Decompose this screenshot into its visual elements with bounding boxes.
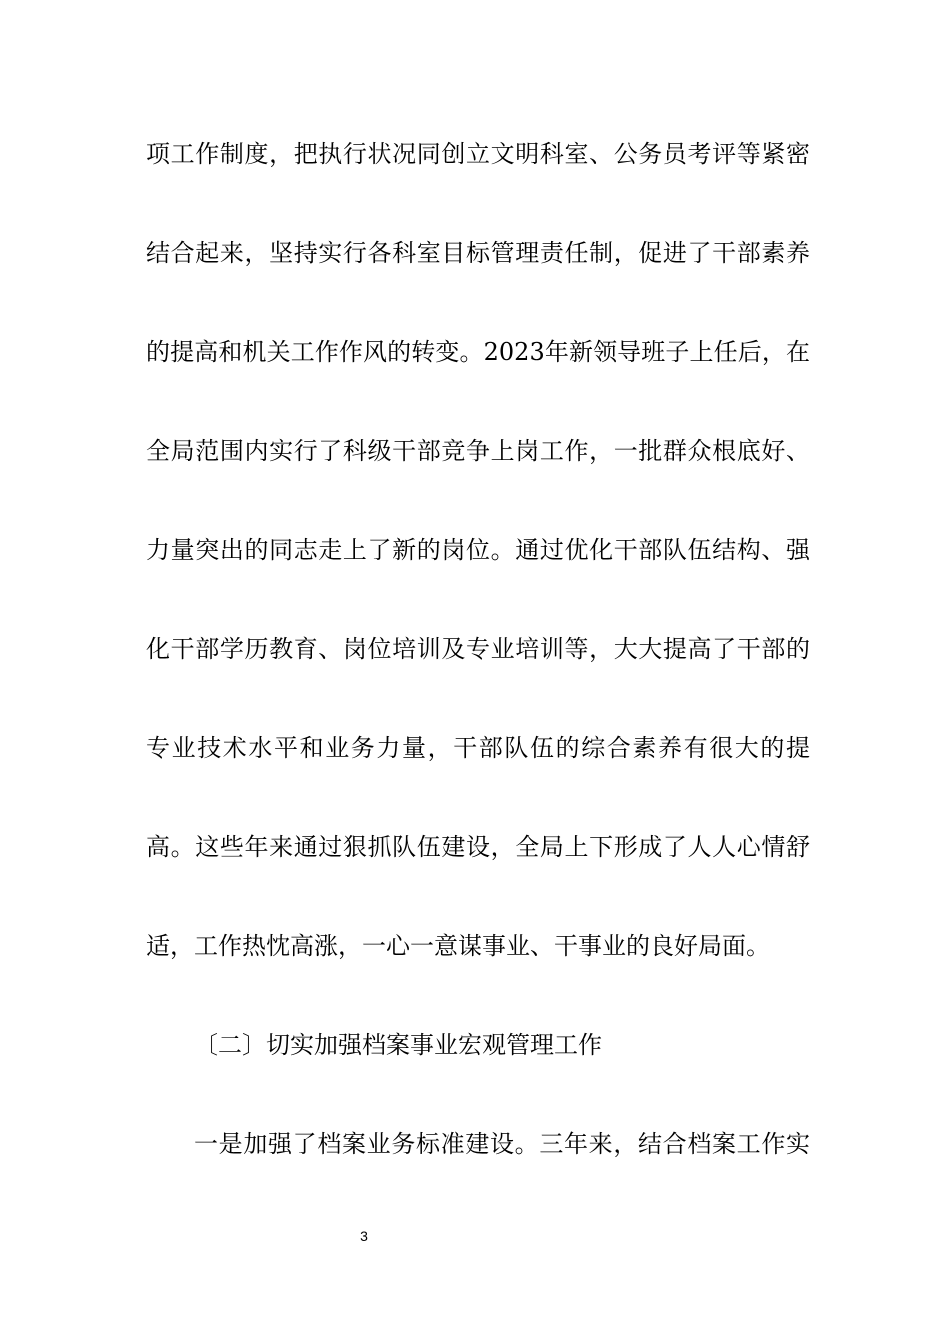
paragraph-start: 一是加强了档案业务标准建设。三年来，结合档案工作实 bbox=[194, 1130, 810, 1158]
page-number: 3 bbox=[360, 1228, 368, 1244]
body-line-8: 高。这些年来通过狠抓队伍建设，全局上下形成了人人心情舒 bbox=[146, 833, 810, 861]
body-line-3: 的提高和机关工作作风的转变。2023年新领导班子上任后，在 bbox=[146, 338, 810, 366]
body-line-5: 力量突出的同志走上了新的岗位。通过优化干部队伍结构、强 bbox=[146, 536, 810, 564]
body-line-6: 化干部学历教育、岗位培训及专业培训等，大大提高了干部的 bbox=[146, 635, 810, 663]
body-line-2: 结合起来，坚持实行各科室目标管理责任制，促进了干部素养 bbox=[146, 239, 810, 267]
section-heading: 〔二〕切实加强档案事业宏观管理工作 bbox=[194, 1031, 602, 1059]
body-line-7: 专业技术水平和业务力量，干部队伍的综合素养有很大的提 bbox=[146, 734, 810, 762]
body-line-9: 适，工作热忱高涨，一心一意谋事业、干事业的良好局面。 bbox=[146, 932, 770, 960]
body-line-4: 全局范围内实行了科级干部竞争上岗工作，一批群众根底好、 bbox=[146, 437, 810, 465]
body-line-1: 项工作制度，把执行状况同创立文明科室、公务员考评等紧密 bbox=[146, 140, 810, 168]
